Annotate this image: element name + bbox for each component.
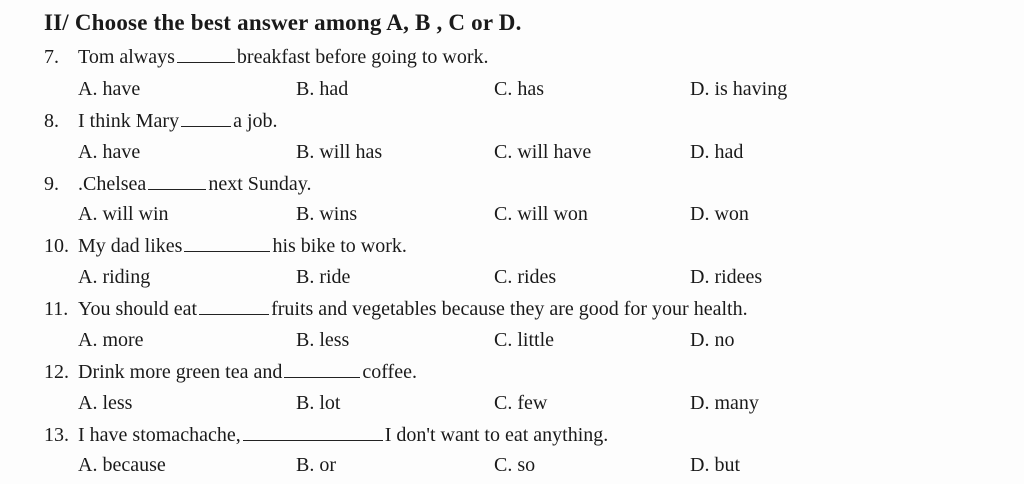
option-a: A. have (78, 78, 141, 100)
options-12 (0, 388, 1024, 418)
answer-blank (284, 357, 360, 378)
option-b: B. or (296, 454, 336, 476)
option-a: A. less (78, 392, 133, 414)
options-7 (0, 74, 1024, 104)
question-number: 7. (44, 46, 59, 68)
question-text-after: I don't want to eat anything. (384, 424, 609, 446)
option-c: C. so (494, 454, 536, 476)
question-text-before: I have stomachache, (78, 424, 241, 446)
option-c: C. will have (494, 141, 592, 163)
question-text-after: his bike to work. (272, 235, 407, 257)
question-text-after: coffee. (362, 361, 417, 383)
question-number: 12. (44, 361, 69, 383)
question-number: 9. (44, 173, 59, 195)
options-8 (0, 137, 1024, 167)
answer-blank (181, 106, 231, 127)
question-13 (44, 420, 608, 450)
question-text-after: next Sunday. (208, 173, 312, 195)
option-a: A. will win (78, 203, 169, 225)
option-b: B. will has (296, 141, 383, 163)
option-a: A. more (78, 329, 144, 351)
question-text-before: My dad likes (78, 235, 183, 257)
question-number: 13. (44, 424, 69, 446)
answer-blank (199, 294, 269, 315)
option-c: C. has (494, 78, 544, 100)
question-text-before: Tom always (78, 46, 175, 68)
question-9 (44, 169, 311, 199)
option-d: D. but (690, 454, 740, 476)
question-text-before: I think Mary (78, 110, 180, 132)
question-11 (44, 294, 748, 324)
question-12 (44, 357, 417, 387)
option-b: B. lot (296, 392, 341, 414)
option-c: C. rides (494, 266, 557, 288)
question-7 (44, 42, 489, 72)
question-text-after: a job. (233, 110, 278, 132)
option-b: B. had (296, 78, 349, 100)
question-8 (44, 106, 278, 136)
option-b: B. ride (296, 266, 351, 288)
answer-blank (177, 42, 235, 63)
option-d: D. had (690, 141, 744, 163)
option-d: D. is having (690, 78, 788, 100)
option-a: A. riding (78, 266, 151, 288)
question-text-before: Drink more green tea and (78, 361, 283, 383)
answer-blank (243, 420, 383, 441)
question-text-after: breakfast before going to work. (236, 46, 489, 68)
options-10 (0, 262, 1024, 292)
options-11 (0, 325, 1024, 355)
option-c: C. will won (494, 203, 588, 225)
options-9 (0, 199, 1024, 229)
option-d: D. many (690, 392, 759, 414)
option-c: C. little (494, 329, 554, 351)
option-c: C. few (494, 392, 548, 414)
question-number: 8. (44, 110, 59, 132)
option-b: B. wins (296, 203, 358, 225)
question-text-after: fruits and vegetables because they are good for your health. (271, 298, 748, 320)
question-10 (44, 231, 407, 261)
question-text-before: .Chelsea (78, 173, 147, 195)
option-d: D. no (690, 329, 735, 351)
option-b: B. less (296, 329, 350, 351)
section-heading: II/ Choose the best answer among A, B , C or D. (44, 10, 522, 35)
answer-blank (148, 169, 206, 190)
option-a: A. have (78, 141, 141, 163)
option-d: D. won (690, 203, 749, 225)
options-13 (0, 450, 1024, 480)
question-number: 11. (44, 298, 69, 320)
question-text-before: You should eat (78, 298, 198, 320)
answer-blank (184, 231, 270, 252)
option-d: D. ridees (690, 266, 763, 288)
question-number: 10. (44, 235, 69, 257)
option-a: A. because (78, 454, 166, 476)
